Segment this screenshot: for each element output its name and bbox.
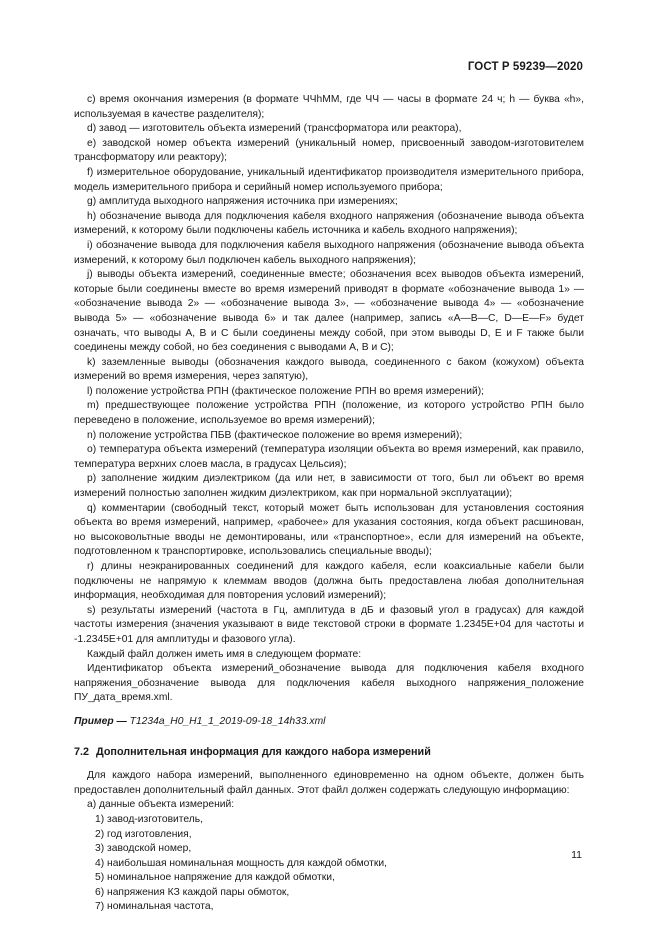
paragraph: Для каждого набора измерений, выполненного единовременно на одном объекте, должен быть предоставлен дополнительный файл данных. Этот файл должен содержать следующую информацию: [74,770,584,796]
section-number: 7.2 [74,745,90,758]
list-item: o) температура объекта измерений (температура изоляции объекта во время измерений, как правило, температура верхних слоев масла, в градусах Цельсия); [74,444,584,470]
document-header-id: ГОСТ Р 59239—2020 [467,61,583,73]
paragraph: Каждый файл должен иметь имя в следующем формате: [87,648,362,660]
section-title: Дополнительная информация для каждого набора измерений [96,745,431,758]
sublist-item: 1) завод-изготовитель, [95,813,204,825]
list-item: n) положение устройства ПБВ (фактическое положение во время измерений); [87,429,463,441]
list-item: k) заземленные выводы (обозначения каждого вывода, соединенного с баком (кожухом) объекта измерений во время измерения, через запятую), [74,356,584,383]
list-item: f) измерительное оборудование, уникальный идентификатор производителя измерительного прибора, модель измерительного прибора и серийный номер используемого прибора; [74,166,584,193]
example-note [74,715,584,730]
sublist-item: 4) наибольшая номинальная мощность для каждой обмотки, [95,857,387,869]
example-label: Пример — [74,715,127,727]
list-item: s) результаты измерений (частота в Гц, амплитуда в дБ и фазовый угол в градусах) для каждой частоты измерения (значения указывают в виде текстовой строки в формате 1.2345E+04 для частоты и -1.2345E+01 для амплитуды и фазового угла). [74,604,584,645]
list-item: h) обозначение вывода для подключения кабеля входного напряжения (обозначение вывода объекта измерений, к которому были подключены кабель источника и кабель входного напряжения); [74,210,584,237]
sublist-item: 3) заводской номер, [95,843,192,855]
list-item: e) заводской номер объекта измерений (уникальный номер, присвоенный заводом-изготовителем трансформатору или реактору); [74,137,584,164]
example-filename: T1234a_H0_H1_1_2019-09-18_14h33.xml [126,715,326,727]
document-body [74,93,584,915]
sublist-item: 7) номинальная частота, [95,901,214,913]
list-item: q) комментарии (свободный текст, который может быть использован для установления состояния объекта во время измерений, например, «рабочее» для указания состояния, когда объект расшинован, но высоковольтные вводы не демонтированы, или «транспортное», если для измерений на объекте, подготовленном к транспортировке, использовались специальные вводы); [74,502,584,558]
list-item: c) время окончания измерения (в формате ЧЧhММ, где ЧЧ — часы в формате 24 ч; h — буква «h», используемая в качестве разделителя); [74,94,584,120]
list-item: g) амплитуда выходного напряжения источника при измерениях; [87,196,398,208]
list-item: а) данные объекта измерений: [87,799,235,811]
page-number: 11 [571,849,582,861]
paragraph: Идентификатор объекта измерений_обозначение вывода для подключения кабеля входного напряжения_обозначение вывода для подключения кабеля выходного напряжения_положение ПУ_дата_время.xml. [74,663,584,704]
sublist-item: 5) номинальное напряжение для каждой обмотки, [95,872,335,884]
list-item: m) предшествующее положение устройства РПН (положение, из которого устройство РПН было переведено в положение, используемое во время измерений); [74,400,584,427]
list-item: p) заполнение жидким диэлектриком (да или нет, в зависимости от того, был ли объект во время измерений полностью заполнен жидким диэлектриком, как при нормальной эксплуатации); [74,473,584,500]
list-item: i) обозначение вывода для подключения кабеля выходного напряжения (обозначение вывода объекта измерений, к которому был подключен кабель выходного напряжения); [74,239,584,266]
list-item: l) положение устройства РПН (фактическое положение РПН во время измерений); [87,385,485,397]
sublist-item: 2) год изготовления, [95,828,192,840]
sublist-item: 6) напряжения КЗ каждой пары обмоток, [95,886,290,898]
list-item: d) завод — изготовитель объекта измерений (трансформатора или реактора), [87,123,462,135]
section-heading [74,745,584,760]
list-item: r) длины неэкранированных соединений для каждого кабеля, если коаксиальные кабели были подключены не напрямую к клеммам вводов (должна быть предоставлена любая дополнительная информация, необходимая для повторения условий измерений); [74,561,584,602]
list-item: j) выводы объекта измерений, соединенные вместе; обозначения всех выводов объекта измерений, которые были соединены вместе во время измерений приводят в формате «обозначение вывода 1» — «обозначение вывода 2» — «обозначение вывода 3», — «обозначение вывода 4» — «обозначение вывода 5» — «обозначение вывода 6» и так далее (например, запись «A—B—C, D—E—F» будет означать, что выводы A, B и C были соединены между собой, при этом выводы D, E и F также были соединены между собой, но без соединения с выводами A, B и C); [74,269,584,354]
